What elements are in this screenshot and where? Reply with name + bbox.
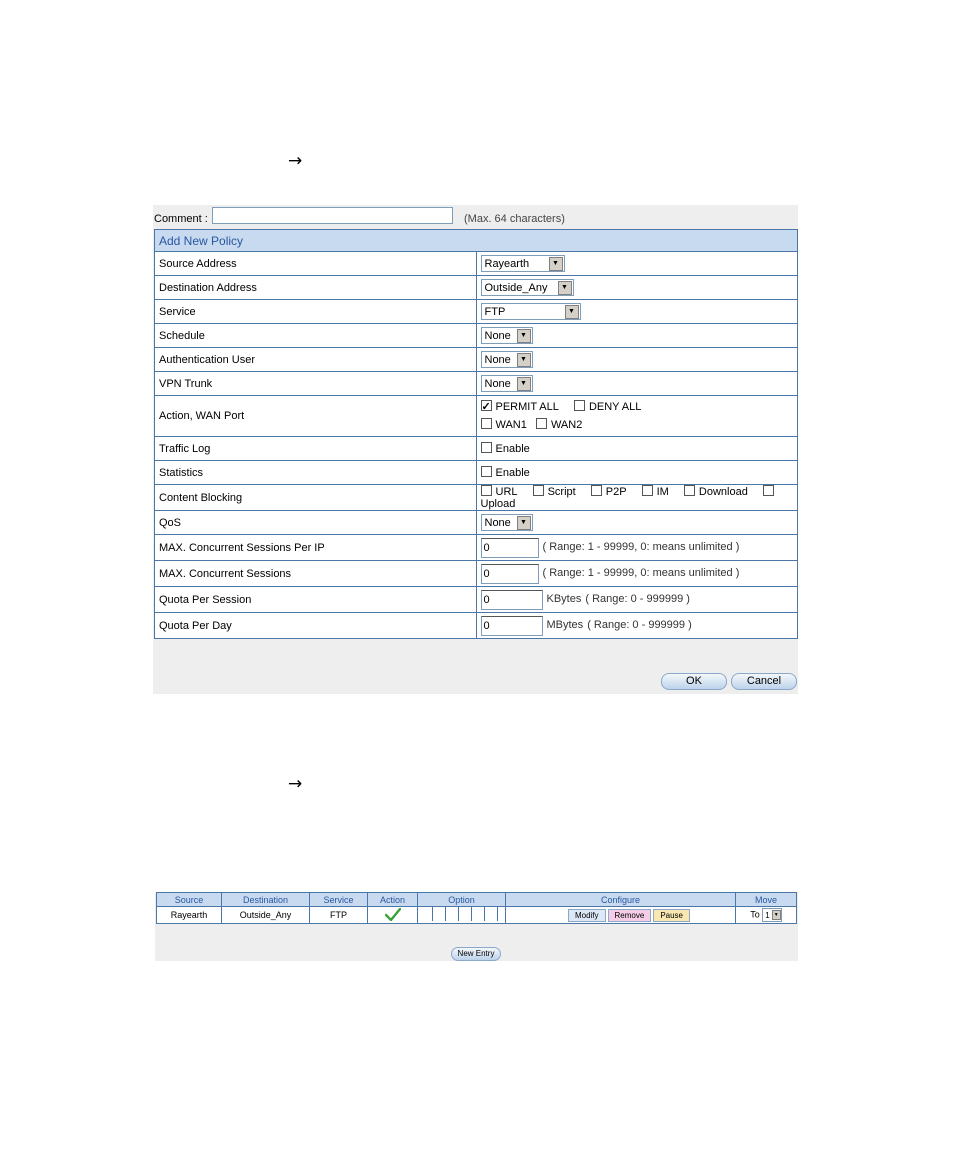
col-source: Source — [157, 893, 222, 907]
quota-session-unit: KBytes — [546, 593, 582, 606]
chevron-down-icon: ▼ — [558, 281, 572, 295]
row-destination: Outside_Any — [222, 907, 310, 924]
download-label: Download — [698, 486, 748, 498]
row-service: FTP — [310, 907, 368, 924]
row-option — [418, 907, 506, 924]
option-cell — [471, 907, 484, 921]
max-sessions-note: ( Range: 1 - 99999, 0: means unlimited ) — [542, 567, 740, 580]
col-destination: Destination — [222, 893, 310, 907]
quota-day-note: ( Range: 0 - 999999 ) — [587, 619, 692, 632]
max-sessions-ip-label: MAX. Concurrent Sessions Per IP — [155, 535, 477, 561]
col-action: Action — [368, 893, 418, 907]
schedule-select[interactable]: None ▼ — [481, 327, 533, 344]
destination-address-label: Destination Address — [155, 276, 477, 300]
row-move — [736, 907, 797, 924]
action-wan-label: Action, WAN Port — [155, 396, 477, 437]
auth-user-select[interactable]: None ▼ — [481, 351, 533, 368]
qos-label: QoS — [155, 511, 477, 535]
col-move: Move — [736, 893, 797, 907]
max-sessions-ip-input[interactable]: 0 — [481, 538, 539, 558]
policy-header: Add New Policy — [155, 230, 798, 252]
option-cell — [484, 907, 498, 921]
chevron-down-icon: ▼ — [772, 910, 781, 920]
download-checkbox[interactable] — [684, 485, 695, 496]
traffic-log-label: Traffic Log — [155, 437, 477, 461]
quota-session-label: Quota Per Session — [155, 587, 477, 613]
chevron-down-icon: ▼ — [517, 516, 531, 530]
wan1-label: WAN1 — [495, 419, 527, 431]
chevron-down-icon: ▼ — [517, 353, 531, 367]
chevron-down-icon: ▼ — [565, 305, 579, 319]
add-policy-form — [153, 205, 798, 694]
script-label: Script — [547, 486, 576, 498]
new-entry-button[interactable]: New Entry — [451, 947, 501, 961]
quota-session-note: ( Range: 0 - 999999 ) — [585, 593, 690, 606]
auth-user-label: Authentication User — [155, 348, 477, 372]
quota-day-input[interactable]: 0 — [481, 616, 543, 636]
quota-day-unit: MBytes — [546, 619, 584, 632]
vpn-trunk-select[interactable]: None ▼ — [481, 375, 533, 392]
p2p-checkbox[interactable] — [591, 485, 602, 496]
qos-select[interactable]: None ▼ — [481, 514, 533, 531]
comment-hint: (Max. 64 characters) — [464, 213, 565, 225]
policy-list — [155, 892, 798, 961]
comment-label: Comment : — [154, 213, 208, 225]
upload-label: Upload — [480, 498, 516, 510]
modify-button[interactable]: Modify — [568, 909, 606, 922]
url-checkbox[interactable] — [481, 485, 492, 496]
col-service: Service — [310, 893, 368, 907]
arrow-icon-2: → — [288, 774, 303, 794]
service-label: Service — [155, 300, 477, 324]
permit-all-label: PERMIT ALL — [495, 401, 559, 413]
destination-address-select[interactable]: Outside_Any ▼ — [481, 279, 574, 296]
statistics-enable: Enable — [495, 467, 530, 479]
im-label: IM — [656, 486, 669, 498]
col-configure: Configure — [506, 893, 736, 907]
max-sessions-ip-note: ( Range: 1 - 99999, 0: means unlimited ) — [542, 541, 740, 554]
wan1-checkbox[interactable] — [481, 418, 492, 429]
option-cell — [458, 907, 471, 921]
policy-list-table — [156, 892, 797, 924]
ok-button[interactable]: OK — [661, 673, 727, 690]
chevron-down-icon: ▼ — [517, 377, 531, 391]
max-sessions-label: MAX. Concurrent Sessions — [155, 561, 477, 587]
content-blocking-label: Content Blocking — [155, 485, 477, 511]
move-position-select[interactable]: 1 ▼ — [762, 908, 781, 922]
col-option: Option — [418, 893, 506, 907]
option-cell — [445, 907, 458, 921]
source-address-label: Source Address — [155, 252, 477, 276]
service-select[interactable]: FTP ▼ — [481, 303, 581, 320]
traffic-log-checkbox[interactable] — [481, 442, 492, 453]
max-sessions-input[interactable]: 0 — [481, 564, 539, 584]
remove-button[interactable]: Remove — [608, 909, 652, 922]
option-cell — [432, 907, 445, 921]
vpn-trunk-label: VPN Trunk — [155, 372, 477, 396]
row-configure — [506, 907, 736, 924]
arrow-icon-1: → — [288, 151, 303, 171]
deny-all-checkbox[interactable] — [574, 400, 585, 411]
schedule-label: Schedule — [155, 324, 477, 348]
comment-row — [153, 205, 798, 229]
table-row — [157, 907, 797, 924]
pause-button[interactable]: Pause — [653, 909, 690, 922]
permit-all-checkbox[interactable] — [481, 400, 492, 411]
statistics-label: Statistics — [155, 461, 477, 485]
url-label: URL — [495, 486, 518, 498]
policy-table — [154, 229, 798, 639]
row-source: Rayearth — [157, 907, 222, 924]
comment-input[interactable] — [212, 207, 453, 224]
chevron-down-icon: ▼ — [549, 257, 563, 271]
chevron-down-icon: ▼ — [517, 329, 531, 343]
move-to-label: To — [750, 909, 760, 920]
check-icon — [385, 908, 401, 921]
im-checkbox[interactable] — [642, 485, 653, 496]
wan2-checkbox[interactable] — [536, 418, 547, 429]
cancel-button[interactable]: Cancel — [731, 673, 797, 690]
source-address-select[interactable]: Rayearth ▼ — [481, 255, 565, 272]
quota-day-label: Quota Per Day — [155, 613, 477, 639]
traffic-log-enable: Enable — [495, 443, 530, 455]
statistics-checkbox[interactable] — [481, 466, 492, 477]
deny-all-label: DENY ALL — [588, 401, 642, 413]
quota-session-input[interactable]: 0 — [481, 590, 543, 610]
wan2-label: WAN2 — [550, 419, 583, 431]
row-action — [368, 907, 418, 924]
script-checkbox[interactable] — [533, 485, 544, 496]
p2p-label: P2P — [605, 486, 627, 498]
upload-checkbox[interactable] — [763, 485, 774, 496]
